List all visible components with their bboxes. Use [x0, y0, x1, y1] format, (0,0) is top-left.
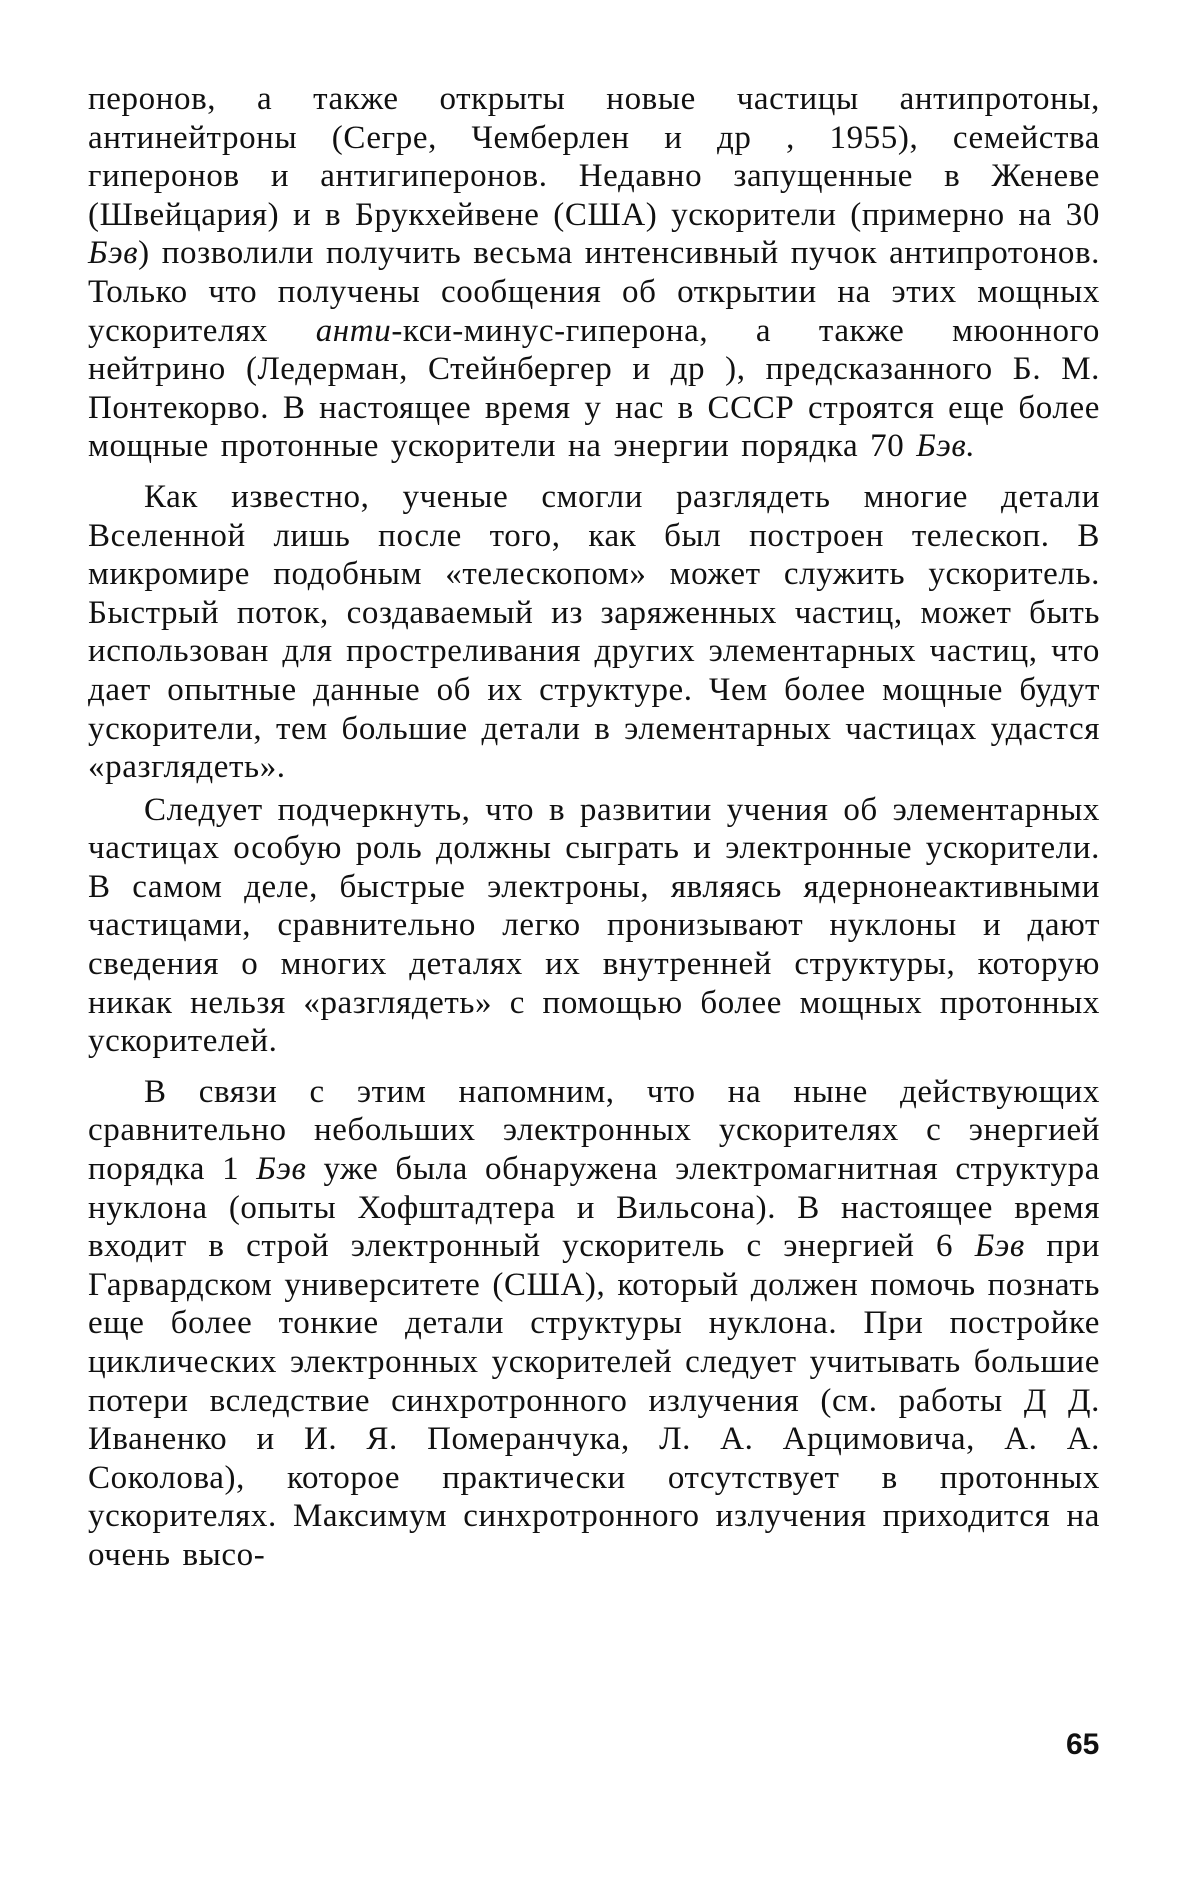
paragraph-4-text-1: В связи с этим напомним, что на ныне действующих сравнительно небольших электронных ускорителях с энергией порядка 1 [88, 1073, 1100, 1188]
paragraph-4-text-2: уже была обнаружена электромагнитная структура нуклона (опыты Хофштадтера и Вильсона). В настоящее время входит в строй электронный ускоритель с энергией 6 [88, 1151, 1100, 1265]
page-number: 65 [1066, 1728, 1100, 1761]
paragraph-1-text-2: ) позволили получить весьма интенсивный пучок антипротонов. Только что получены сообщения об открытии на этих мощных ускорителях [88, 235, 1100, 349]
paragraph-4-unit-bev-1: Бэв [256, 1151, 307, 1188]
paragraph-2 [88, 478, 1100, 787]
paragraph-2-text: Как известно, ученые смогли разглядеть многие детали Вселенной лишь после того, как был построен телескоп. В микромире подобным «телескопом» может служить ускоритель. Быстрый поток, создаваемый из заряженных частиц, может быть использован для простреливания других элементарных частиц, что дает опытные данные об их структуре. Чем более мощные будут ускорители, тем большие детали в элементарных частицах удастся «разглядеть». [88, 478, 1100, 786]
paragraph-1-text-3: -кси-минус-гиперона, а также мюонного нейтрино (Ледерман, Стейнбергер и др ), предсказанного Б. М. Понтекорво. В настоящее время у нас в СССР строятся еще более мощные протонные ускорители на энергии порядка 70 [88, 312, 1100, 465]
paragraph-4 [88, 1073, 1100, 1575]
paragraph-4-text-3: при Гарвардском университете (США), который должен помочь познать еще более тонкие детали структуры нуклона. При постройке циклических электронных ускорителей следует учитывать большие потери вследствие синхротронного излучения (см. работы Д Д. Иваненко и И. Я. Померанчука, Л. А. Арцимовича, А. А. Соколова), которое практически отсутствует в протонных ускорителях. Максимум синхротронного излучения приходится на очень высо- [88, 1228, 1100, 1573]
paragraph-3 [88, 791, 1100, 1061]
paragraph-4-unit-bev-2: Бэв [974, 1228, 1025, 1265]
paragraph-3-text: Следует подчеркнуть, что в развитии учения об элементарных частицах особую роль должны сыграть и электронные ускорители. В самом деле, быстрые электроны, являясь ядернонеактивными частицами, сравнительно легко пронизывают нуклоны и дают сведения о многих деталях их внутренней структуры, которую никак нельзя «разглядеть» с помощью более мощных протонных ускорителей. [88, 791, 1100, 1060]
paragraph-1-unit-bev-1: Бэв [88, 235, 139, 272]
paragraph-1-unit-bev-2: Бэв. [916, 428, 976, 465]
paragraph-1-anti-prefix: анти [315, 312, 392, 349]
book-page [88, 80, 1100, 1780]
paragraph-1 [88, 80, 1100, 466]
paragraph-1-text-1: перонов, а также открыты новые частицы антипротоны, антинейтроны (Сегре, Чемберлен и др , 1955), семейства гиперонов и антигиперонов. Недавно запущенные в Женеве (Швейцария) и в Брукхейвене (США) ускорители (примерно на 30 [88, 81, 1100, 233]
